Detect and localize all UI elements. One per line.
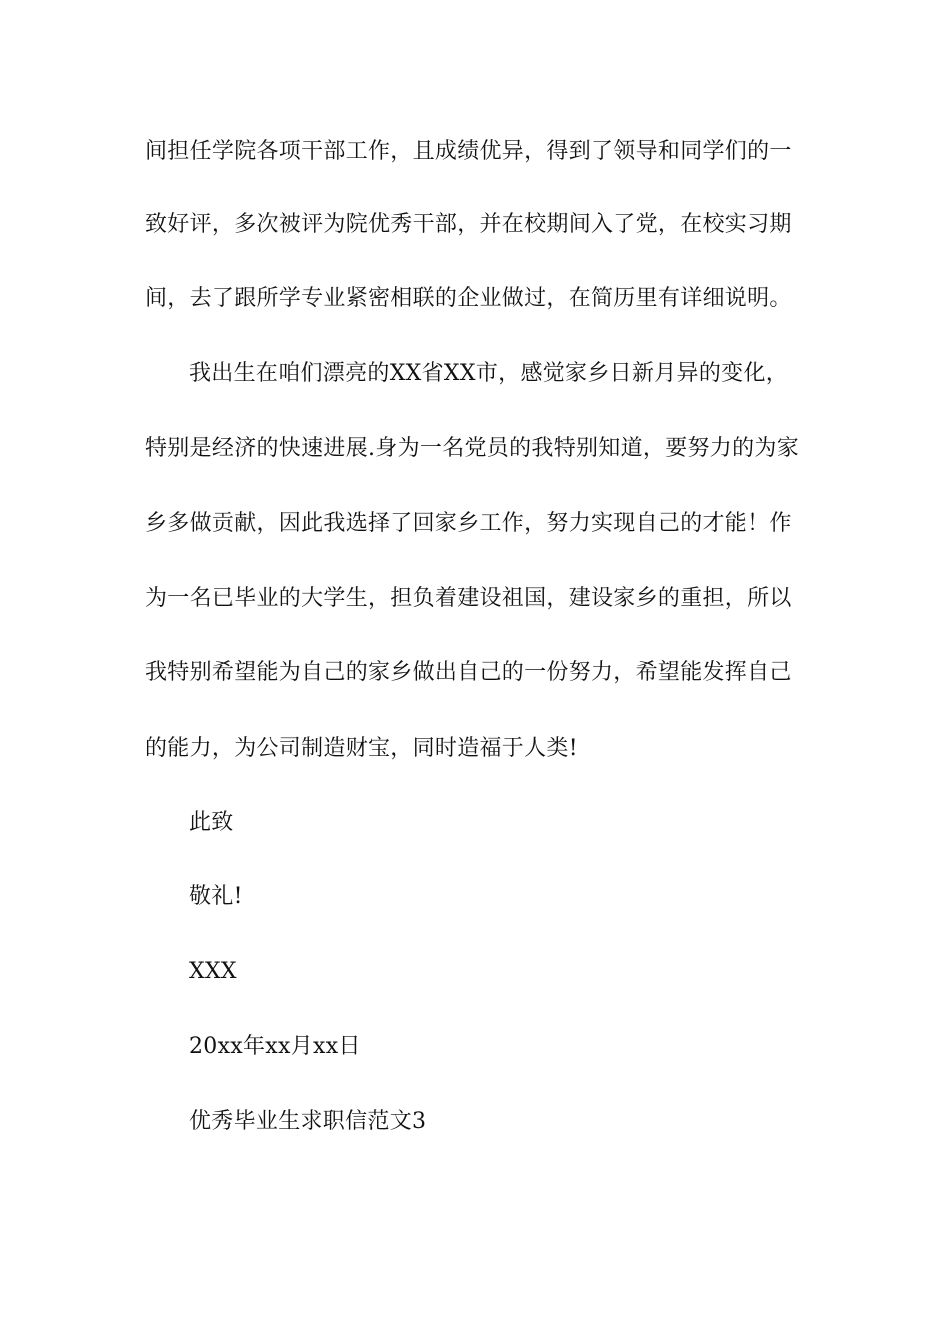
paragraph-line: 特别是经济的快速进展.身为一名党员的我特别知道，要努力的为家 (145, 436, 799, 461)
paragraph-line: 我出生在咱们漂亮的XX省XX市，感觉家乡日新月异的变化， (189, 361, 789, 386)
paragraph-line: 乡多做贡献，因此我选择了回家乡工作，努力实现自己的才能！作 (145, 511, 792, 536)
signature: XXX (189, 959, 237, 984)
paragraph-line: 的能力，为公司制造财宝，同时造福于人类! (145, 736, 578, 761)
paragraph-line: 致好评，多次被评为院优秀干部，并在校期间入了党，在校实习期 (145, 212, 792, 237)
paragraph-line: 间，去了跟所学专业紧密相联的企业做过，在简历里有详细说明。 (145, 286, 792, 311)
salutation: 此致 (189, 810, 234, 835)
date: 20xx年xx月xx日 (189, 1034, 361, 1059)
section-title: 优秀毕业生求职信范文3 (189, 1109, 427, 1134)
paragraph-line: 为一名已毕业的大学生，担负着建设祖国，建设家乡的重担，所以 (145, 586, 792, 611)
paragraph-line: 我特别希望能为自己的家乡做出自己的一份努力，希望能发挥自己 (145, 660, 792, 685)
regards: 敬礼! (189, 884, 243, 909)
paragraph-line: 间担任学院各项干部工作，且成绩优异，得到了领导和同学们的一 (145, 139, 792, 164)
